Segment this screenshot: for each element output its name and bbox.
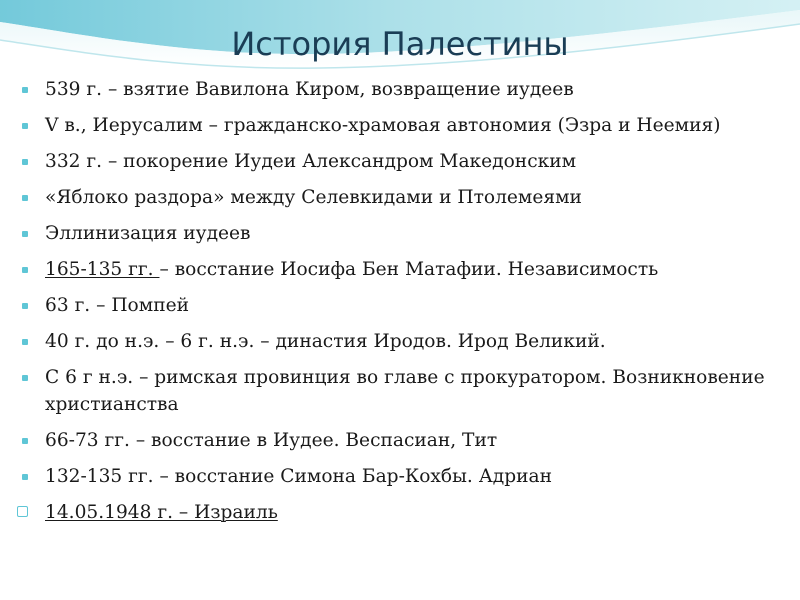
square-bullet-icon: [22, 303, 28, 309]
list-item: [0, 112, 800, 139]
list-item-text: 332 г. – покорение Иудеи Александром Македонским: [45, 151, 577, 172]
list-item-text: 539 г. – взятие Вавилона Киром, возвращение иудеев: [45, 79, 574, 100]
list-item-text: 132-135 гг. – восстание Симона Бар-Кохбы. Адриан: [45, 466, 553, 487]
list-item-text: 63 г. – Помпей: [45, 295, 190, 316]
square-bullet-icon: [22, 123, 28, 129]
list-item: [0, 256, 800, 283]
square-bullet-icon: [22, 339, 28, 345]
square-bullet-icon: [22, 195, 28, 201]
square-bullet-icon: [22, 87, 28, 93]
square-bullet-icon: [22, 474, 28, 480]
list-item-text: V в., Иерусалим – гражданско-храмовая автономия (Эзра и Неемия): [45, 115, 721, 136]
square-bullet-icon: [22, 438, 28, 444]
list-item: [0, 220, 800, 247]
list-item: [0, 184, 800, 211]
list-item: [0, 328, 800, 355]
list-item-underlined-date: 165-135 гг.: [45, 259, 160, 280]
list-item-text: «Яблоко раздора» между Селевкидами и Птолемеями: [45, 187, 582, 208]
list-item-text: 40 г. до н.э. – 6 г. н.э. – династия Иродов. Ирод Великий.: [45, 331, 606, 352]
list-item-text: Эллинизация иудеев: [45, 223, 251, 244]
square-bullet-icon: [22, 375, 28, 381]
list-item-text: С 6 г н.э. – римская провинция во главе с прокуратором. Возникновение христианства: [45, 367, 765, 415]
list-item: [0, 148, 800, 175]
list-item: [0, 463, 800, 490]
list-item: [0, 292, 800, 319]
square-bullet-icon: [22, 159, 28, 165]
page-title: История Палестины: [231, 25, 569, 63]
list-item: [0, 364, 800, 418]
list-item: [0, 76, 800, 103]
checkbox-bullet-icon: [17, 506, 28, 517]
list-item-underlined-text: 14.05.1948 г. – Израиль: [45, 502, 278, 523]
list-item: [0, 427, 800, 454]
list-item-text: 66-73 гг. – восстание в Иудее. Веспасиан, Тит: [45, 430, 498, 451]
list-item: [0, 499, 800, 526]
square-bullet-icon: [22, 267, 28, 273]
list-item-text: – восстание Иосифа Бен Матафии. Независимость: [159, 259, 659, 280]
bullet-list: [0, 76, 800, 535]
square-bullet-icon: [22, 231, 28, 237]
